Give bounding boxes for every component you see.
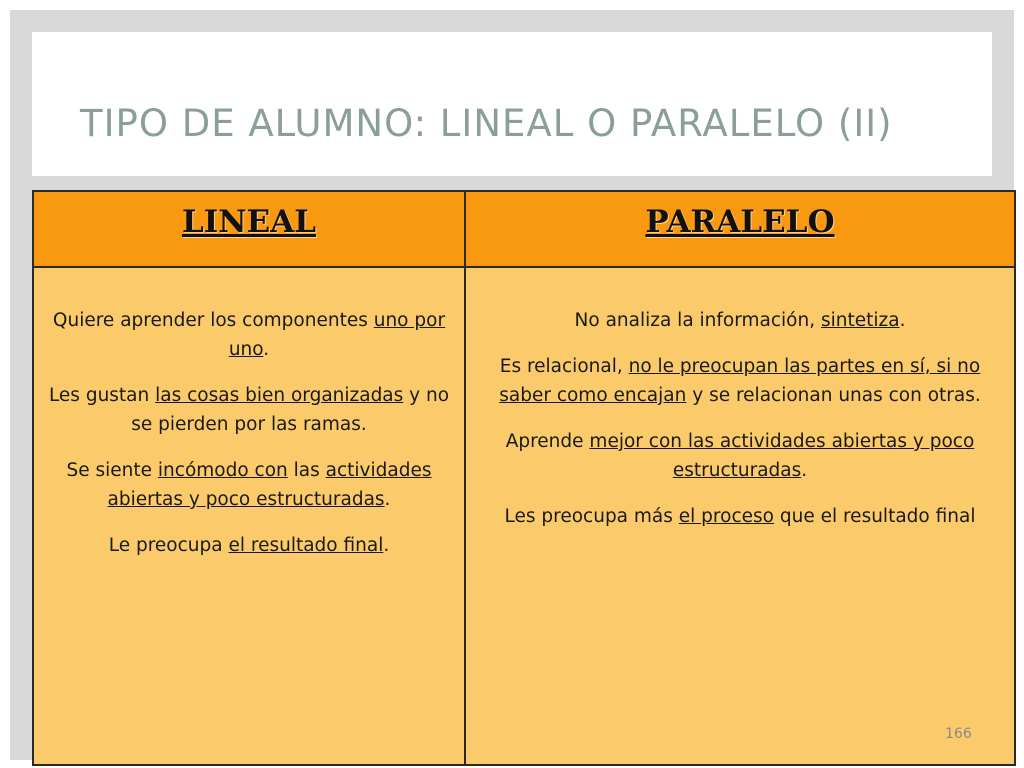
- header-paralelo-label: PARALELO: [645, 204, 835, 240]
- body-row: [33, 267, 1015, 765]
- title-box: [32, 32, 992, 176]
- lineal-point-1: Quiere aprender los componentes uno por uno.: [52, 310, 446, 360]
- slide: [10, 10, 1014, 760]
- lineal-point-2: Les gustan las cosas bien organizadas y no se pierden por las ramas.: [48, 385, 450, 435]
- header-lineal-label: LINEAL: [181, 204, 317, 240]
- cell-paralelo: [465, 267, 1015, 765]
- paralelo-point-1: No analiza la información, sintetiza.: [574, 310, 906, 331]
- header-lineal: [33, 191, 465, 267]
- cell-lineal: [33, 267, 465, 765]
- paralelo-point-2: Es relacional, no le preocupan las partes en sí, si no saber como encajan y se relacionan unas con otras.: [499, 356, 981, 406]
- page-number: 166: [945, 726, 972, 742]
- lineal-point-4: Le preocupa el resultado final.: [108, 535, 390, 556]
- header-row: [33, 191, 1015, 267]
- paralelo-point-3: Aprende mejor con las actividades abiertas y poco estructuradas.: [505, 431, 975, 481]
- slide-title: TIPO DE ALUMNO: LINEAL O PARALELO (II): [80, 102, 893, 145]
- header-paralelo: [465, 191, 1015, 267]
- comparison-table: [32, 190, 1016, 766]
- lineal-point-3: Se siente incómodo con las actividades abiertas y poco estructuradas.: [66, 460, 432, 510]
- paralelo-point-4: Les preocupa más el proceso que el resultado final: [504, 506, 976, 527]
